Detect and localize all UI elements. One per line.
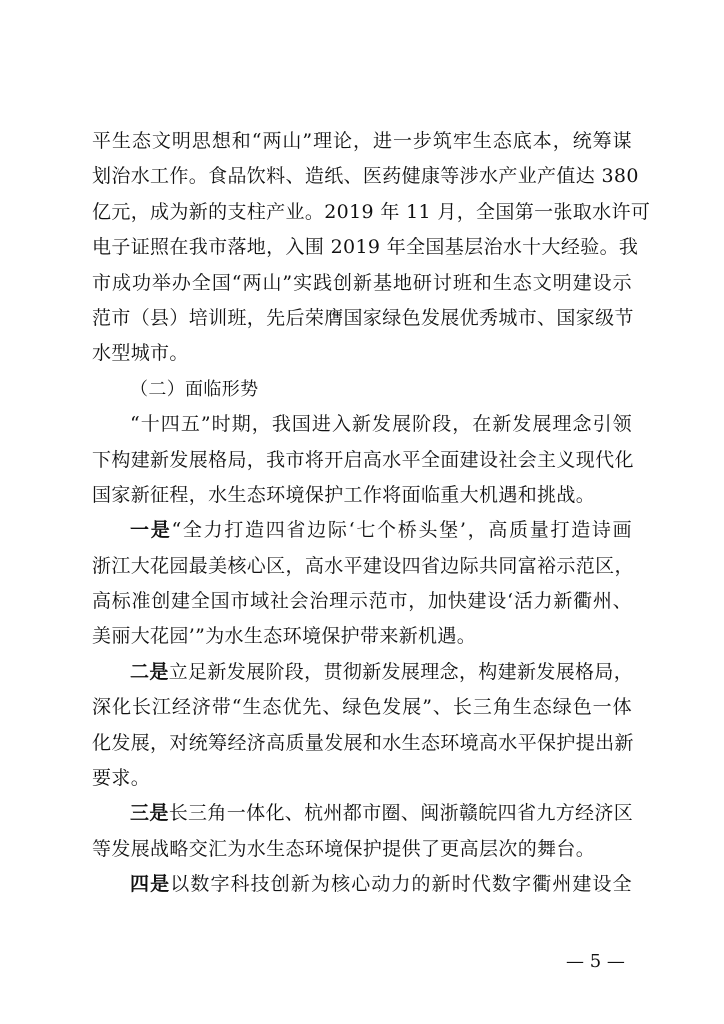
paragraph-line: 市成功举办全国“两山”实践创新基地研讨班和生态文明建设示 <box>92 271 632 294</box>
page-number: — 5 — <box>566 951 625 972</box>
point-three-text: 长三角一体化、杭州都市圈、闽浙赣皖四省九方经济区 <box>168 802 634 825</box>
paragraph-line: 平生态文明思想和“两山”理论，进一步筑牢生态底本，统筹谋 <box>92 130 632 152</box>
paragraph-line: 浙江大花园最美核心区，高水平建设四省边际共同富裕示范区， <box>92 554 634 577</box>
point-one-label: 一是 <box>130 519 172 542</box>
point-two-line <box>92 655 632 690</box>
paragraph-line: 美丽大花园’”为水生态环境保护带来新机遇。 <box>92 625 477 648</box>
section-heading: （二）面临形势 <box>130 378 259 400</box>
point-four-text: 以数字科技创新为核心动力的新时代数字衢州建设全 <box>170 873 633 896</box>
paragraph-line: 划治水工作。食品饮料、造纸、医药健康等涉水产业产值达 380 <box>92 165 639 188</box>
point-one-line <box>92 513 632 548</box>
paragraph-line: 水型城市。 <box>92 342 189 365</box>
paragraph-line: 等发展战略交汇为水生态环境保护提供了更高层次的舞台。 <box>92 837 596 860</box>
point-three-line <box>92 796 632 831</box>
paragraph-line: 要求。 <box>92 767 151 790</box>
paragraph-line: 深化长江经济带“生态优先、绿色发展”、长三角生态绿色一体 <box>92 696 632 719</box>
paragraph-line: 国家新征程，水生态环境保护工作将面临重大机遇和挑战。 <box>92 483 596 506</box>
point-one-text: “全力打造四省边际‘七个桥头堡’，高质量打造诗画 <box>171 519 632 542</box>
paragraph-line: 范市（县）培训班，先后荣膺国家绿色发展优秀城市、国家级节 <box>92 306 634 329</box>
point-four-line <box>92 867 632 902</box>
paragraph-line: 化发展，对统筹经济高质量发展和水生态环境高水平保护提出新 <box>92 731 634 754</box>
paragraph-line: 下构建新发展格局，我市将开启高水平全面建设社会主义现代化 <box>92 448 634 471</box>
point-three-label: 三是 <box>130 802 169 825</box>
paragraph-line: 亿元，成为新的支柱产业。2019 年 11 月，全国第一张取水许可 <box>92 200 651 223</box>
document-body <box>92 124 651 903</box>
paragraph-line: 高标准创建全国市域社会治理示范市，加快建设‘活力新衢州、 <box>92 590 632 613</box>
point-two-label: 二是 <box>130 660 169 683</box>
paragraph-line: 电子证照在我市落地，入围 2019 年全国基层治水十大经验。我 <box>92 236 639 259</box>
point-two-text: 立足新发展阶段，贯彻新发展理念，构建新发展格局， <box>168 660 634 683</box>
paragraph-line: “十四五”时期，我国进入新发展阶段，在新发展理念引领 <box>130 413 632 436</box>
point-four-label: 四是 <box>130 873 171 896</box>
